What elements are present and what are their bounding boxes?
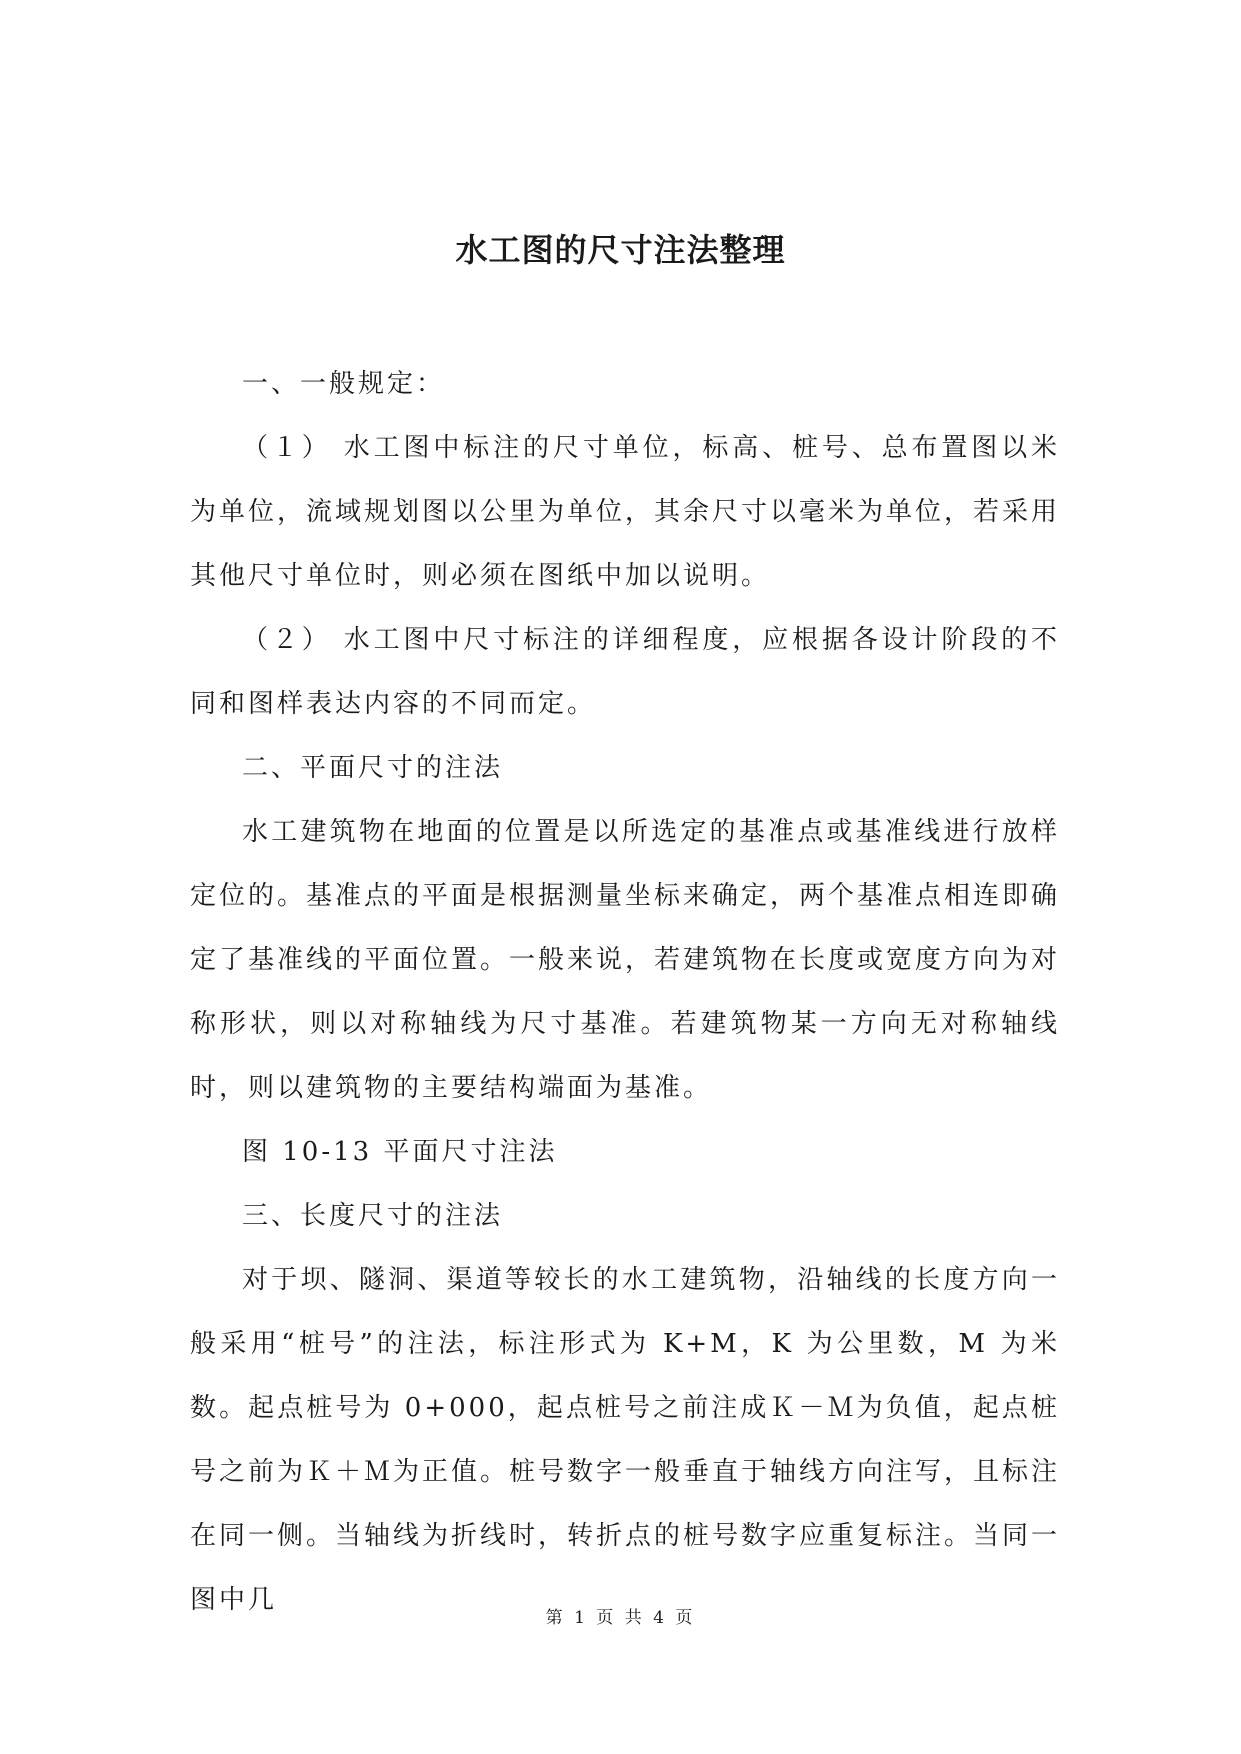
figure-caption: 图 10-13 平面尺寸注法 (242, 1137, 558, 1167)
paragraph-plane-dimensions: 水工建筑物在地面的位置是以所选定的基准点或基准线进行放样定位的。基准点的平面是根据测量坐标来确定，两个基准点相连即确定了基准线的平面位置。一般来说，若建筑物在长度或宽度方向为对称形状，则以对称轴线为尺寸基准。若建筑物某一方向无对称轴线时，则以建筑物的主要结构端面为基准。 (190, 817, 1061, 1103)
paragraph-item-2: （２） 水工图中尺寸标注的详细程度，应根据各设计阶段的不同和图样表达内容的不同而定。 (190, 625, 1060, 719)
document-title: 水工图的尺寸注法整理 (455, 231, 786, 269)
section-heading-plane-dimensions: 二、平面尺寸的注法 (242, 753, 504, 783)
section-heading-length-dimensions: 三、长度尺寸的注法 (242, 1201, 504, 1231)
paragraph-item-1: （１） 水工图中标注的尺寸单位，标高、桩号、总布置图以米为单位，流域规划图以公里为单位，其余尺寸以毫米为单位，若采用其他尺寸单位时，则必须在图纸中加以说明。 (190, 433, 1061, 591)
page-number-footer: 第 1 页 共 4 页 (545, 1608, 696, 1628)
section-heading-general: 一、一般规定： (242, 369, 446, 399)
paragraph-length-dimensions: 对于坝、隧洞、渠道等较长的水工建筑物，沿轴线的长度方向一般采用“桩号”的注法，标注形式为 K+M，K 为公里数，M 为米数。起点桩号为 0+000，起点桩号之前注成Ｋ－Ｍ为负值，起点桩号之前为Ｋ＋Ｍ为正值。桩号数字一般垂直于轴线方向注写，且标注在同一侧。当轴线为折线时，转折点的桩号数字应重复标注。当同一图中几 (190, 1265, 1061, 1615)
document-body (190, 352, 1060, 1632)
